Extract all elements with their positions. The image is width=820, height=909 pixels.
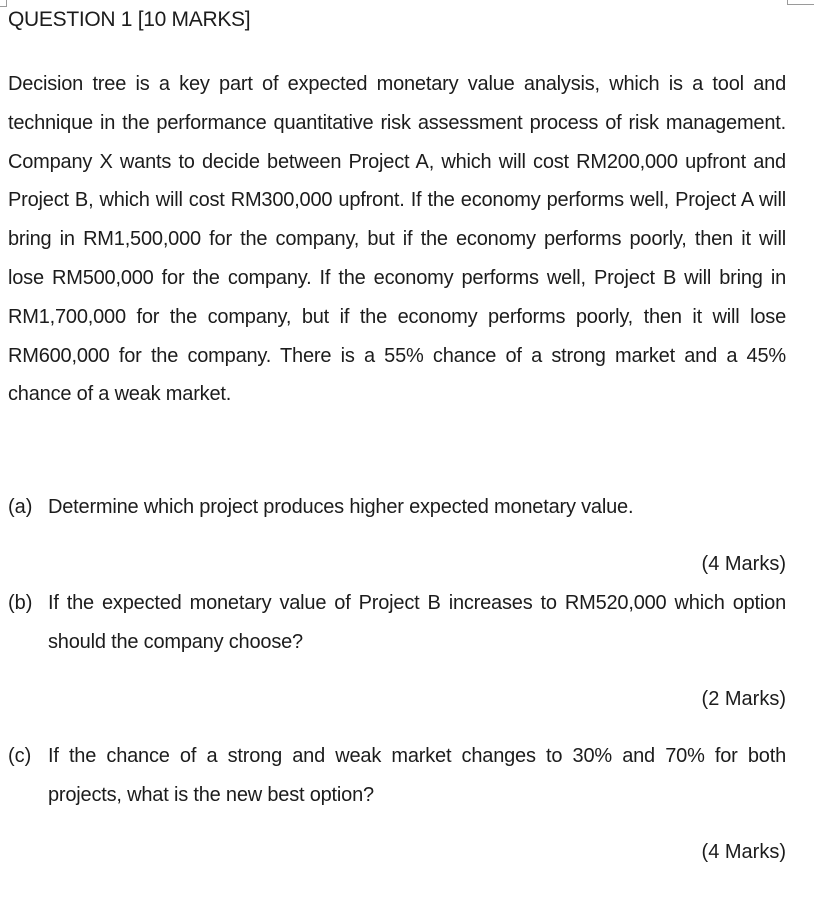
part-c-text: If the chance of a strong and weak market changes to 30% and 70% for both projects, what is the new best option? bbox=[48, 745, 786, 806]
part-c bbox=[8, 737, 786, 815]
part-b bbox=[8, 584, 786, 662]
question-intro-paragraph: Decision tree is a key part of expected monetary value analysis, which is a tool and technique in the performance quantitative risk assessment process of risk management. Company X wants to decide between Project A, which will cost RM200,000 upfront and Project B, which will cost RM300,000 upfront. If the economy performs well, Project A will bring in RM1,500,000 for the company, but if the economy performs poorly, then it will lose RM500,000 for the company. If the economy performs well, Project B will bring in RM1,700,000 for the company, but if the economy performs poorly, then it will lose RM600,000 for the company. There is a 55% chance of a strong market and a 45% chance of a weak market. bbox=[8, 73, 786, 406]
question-title: QUESTION 1 [10 MARKS] bbox=[8, 8, 251, 31]
part-c-letter: (c) bbox=[8, 745, 32, 767]
page-corner-mark-right bbox=[787, 0, 814, 5]
part-b-letter: (b) bbox=[8, 592, 33, 614]
part-c-marks: (4 Marks) bbox=[701, 841, 786, 863]
part-a-marks: (4 Marks) bbox=[701, 553, 786, 575]
part-b-marks: (2 Marks) bbox=[701, 688, 786, 710]
page-corner-mark-left bbox=[0, 0, 7, 7]
part-a bbox=[8, 488, 786, 527]
part-a-letter: (a) bbox=[8, 496, 33, 518]
part-b-text: If the expected monetary value of Project B increases to RM520,000 which option should the company choose? bbox=[48, 592, 786, 653]
part-a-text: Determine which project produces higher expected monetary value. bbox=[48, 496, 634, 518]
